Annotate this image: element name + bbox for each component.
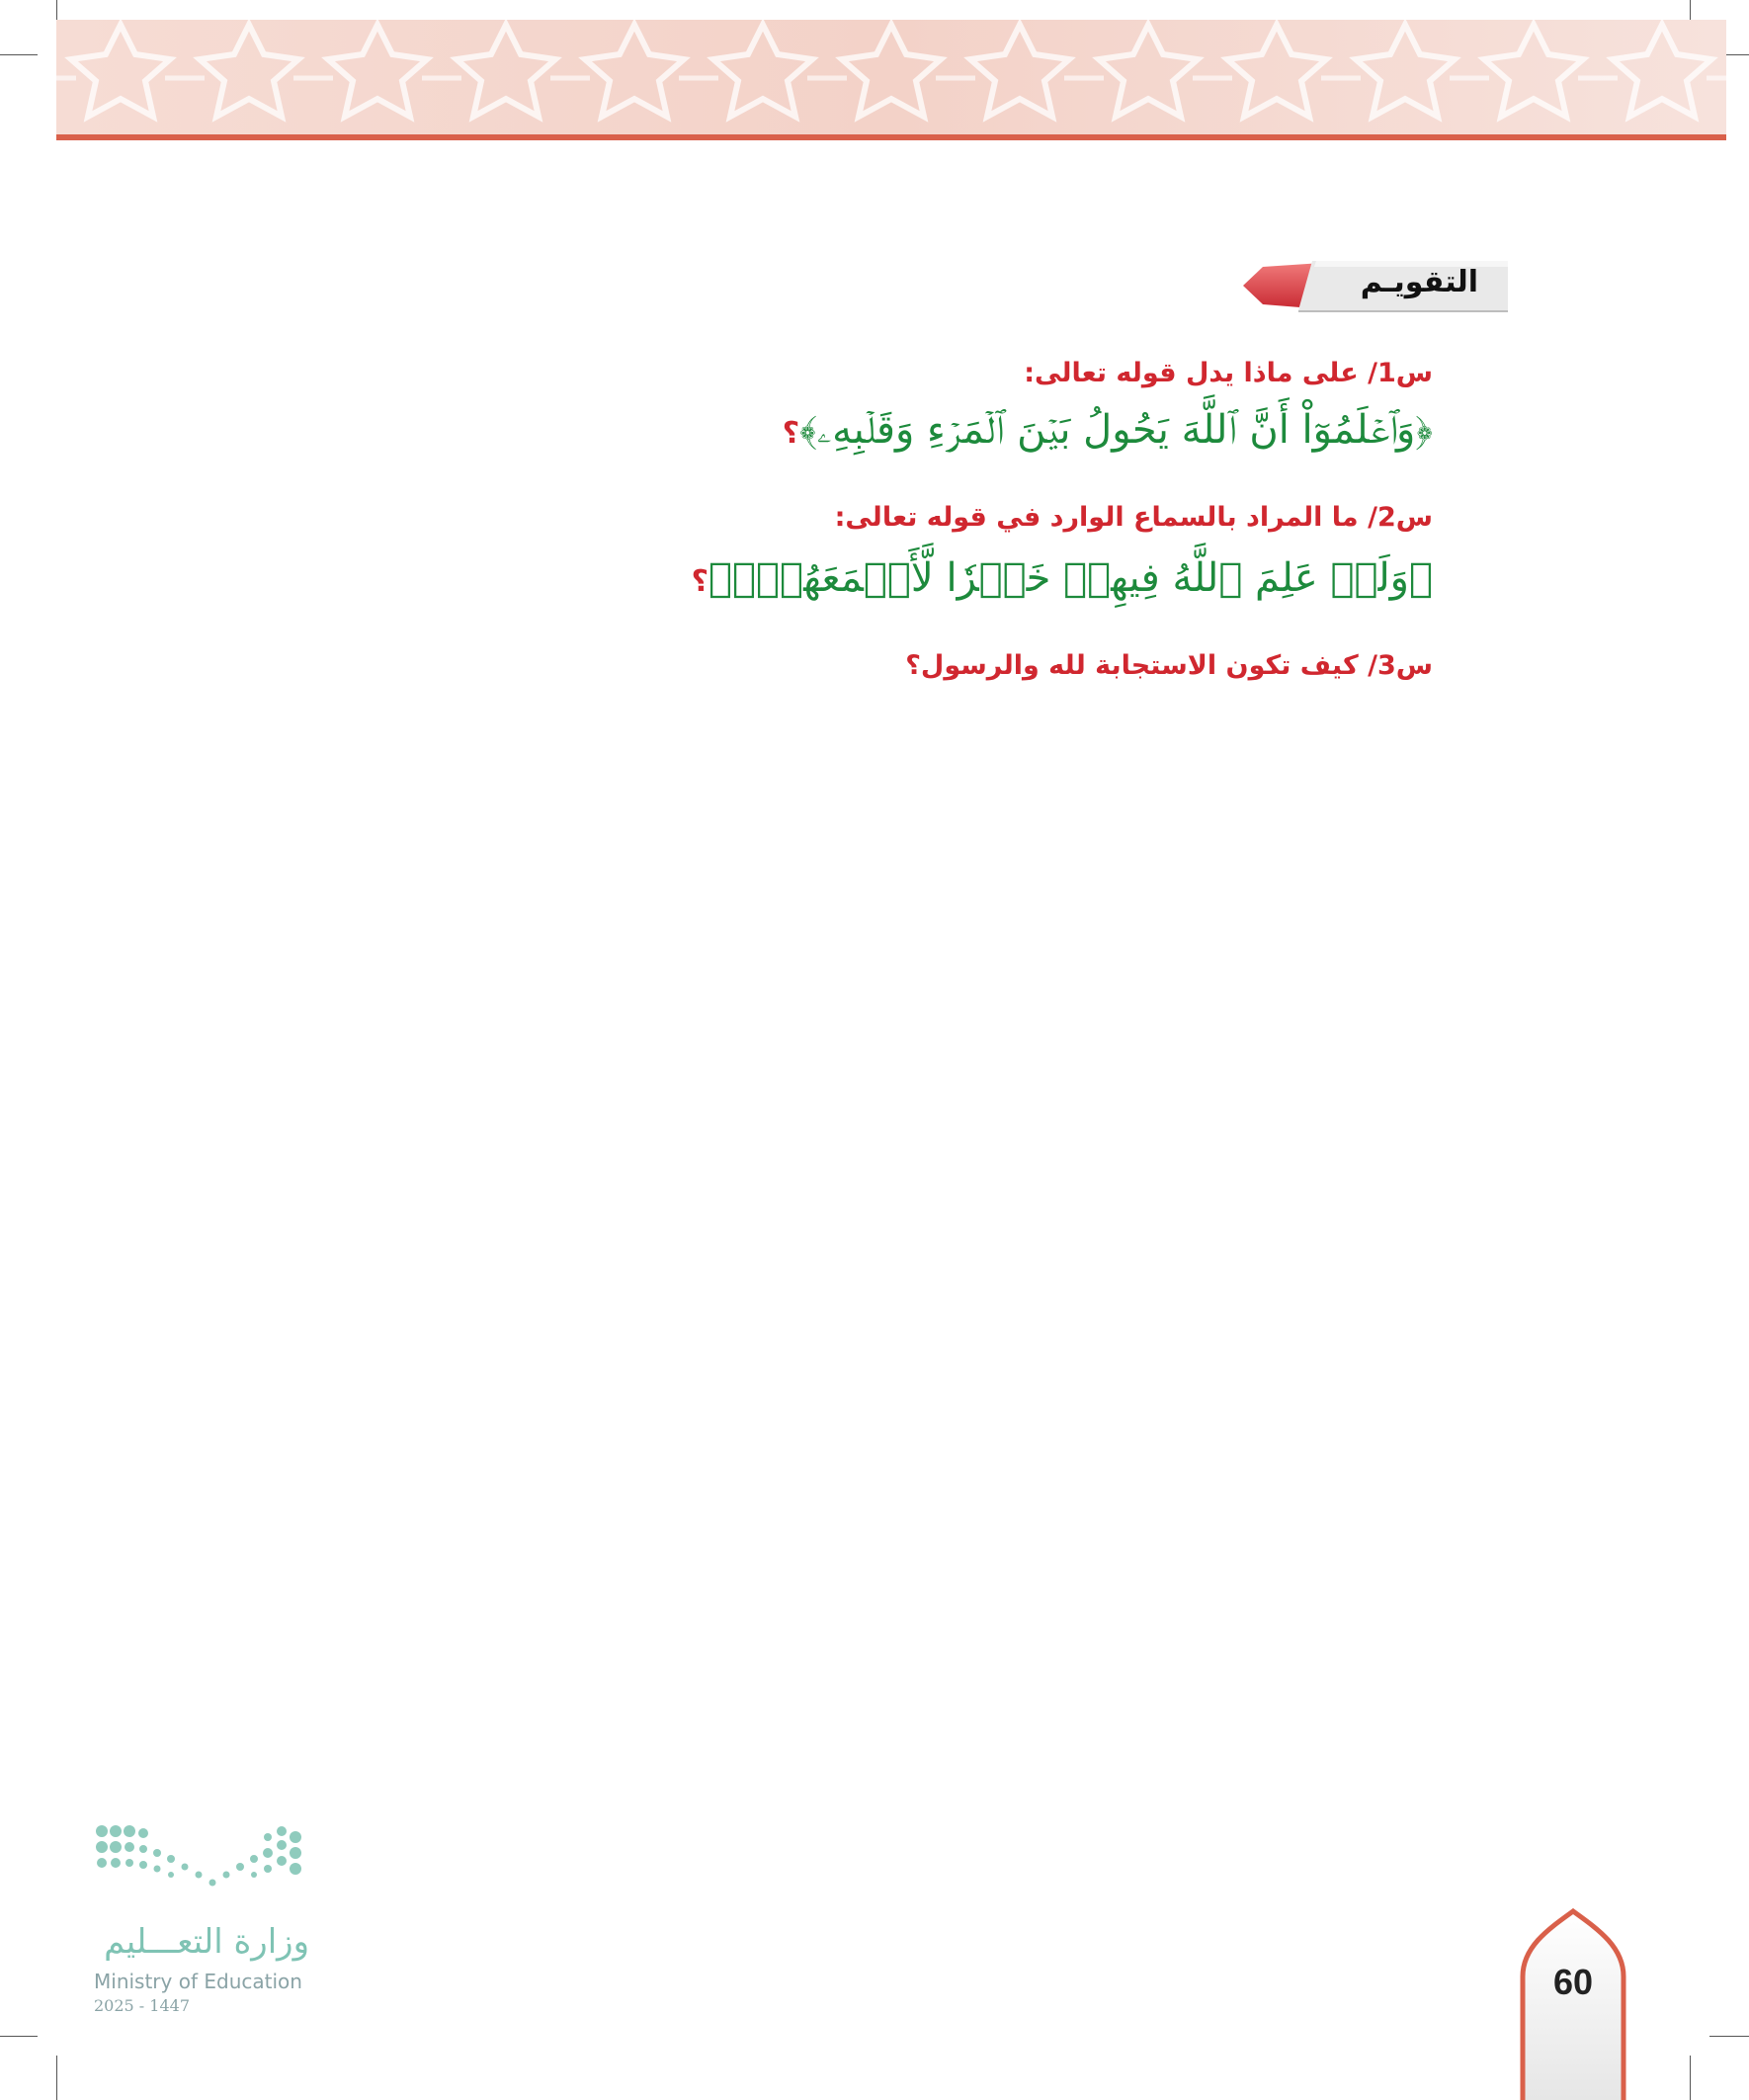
- crop-mark: [1690, 2056, 1691, 2100]
- question-mark: ؟: [782, 416, 800, 451]
- quran-verse-2: [692, 555, 1433, 601]
- header-rule: [56, 134, 1726, 140]
- question-number: س1/: [1368, 358, 1433, 388]
- logo-dots-icon: [94, 1823, 311, 1892]
- page-number: 60: [1552, 1962, 1594, 2002]
- crop-mark: [56, 2056, 57, 2100]
- question-text: ما المراد بالسماع الوارد في قوله تعالى:: [834, 502, 1359, 533]
- question-2: [835, 502, 1433, 533]
- question-text: على ماذا يدل قوله تعالى:: [1024, 358, 1359, 388]
- question-number: س3/: [1368, 650, 1433, 681]
- question-number: س2/: [1368, 502, 1433, 533]
- logo-arabic-text: وزارة التعـــليم: [104, 1922, 309, 1962]
- verse-text: ﴿وَٱعۡلَمُوٓاْ أَنَّ ٱللَّهَ يَحُولُ بَيۡنَ ٱلۡمَرۡءِ وَقَلۡبِهِۦ﴾: [799, 407, 1433, 453]
- header-pattern-band: [56, 20, 1726, 136]
- crop-mark: [1709, 2036, 1749, 2037]
- crop-mark: [0, 54, 38, 55]
- quran-verse-1: [783, 407, 1433, 453]
- crop-mark: [0, 2036, 38, 2037]
- section-tag: [1243, 255, 1510, 316]
- question-mark: ؟: [691, 564, 709, 599]
- question-1: [1024, 358, 1433, 388]
- verse-text: ﴿وَلَوۡ عَلِمَ ٱللَّهُ فِيهِمۡ خَيۡرٗا لَّأَسۡمَعَهُمۡۖ﴾: [708, 555, 1433, 601]
- logo-year-text: 2025 - 1447: [94, 1996, 191, 2015]
- question-3: [905, 650, 1433, 681]
- question-text: كيف تكون الاستجابة لله والرسول؟: [905, 650, 1359, 681]
- section-title: التقويـم: [1360, 265, 1478, 299]
- page-number-tab: [1519, 1907, 1627, 2100]
- logo-english-text: Ministry of Education: [94, 1970, 302, 1993]
